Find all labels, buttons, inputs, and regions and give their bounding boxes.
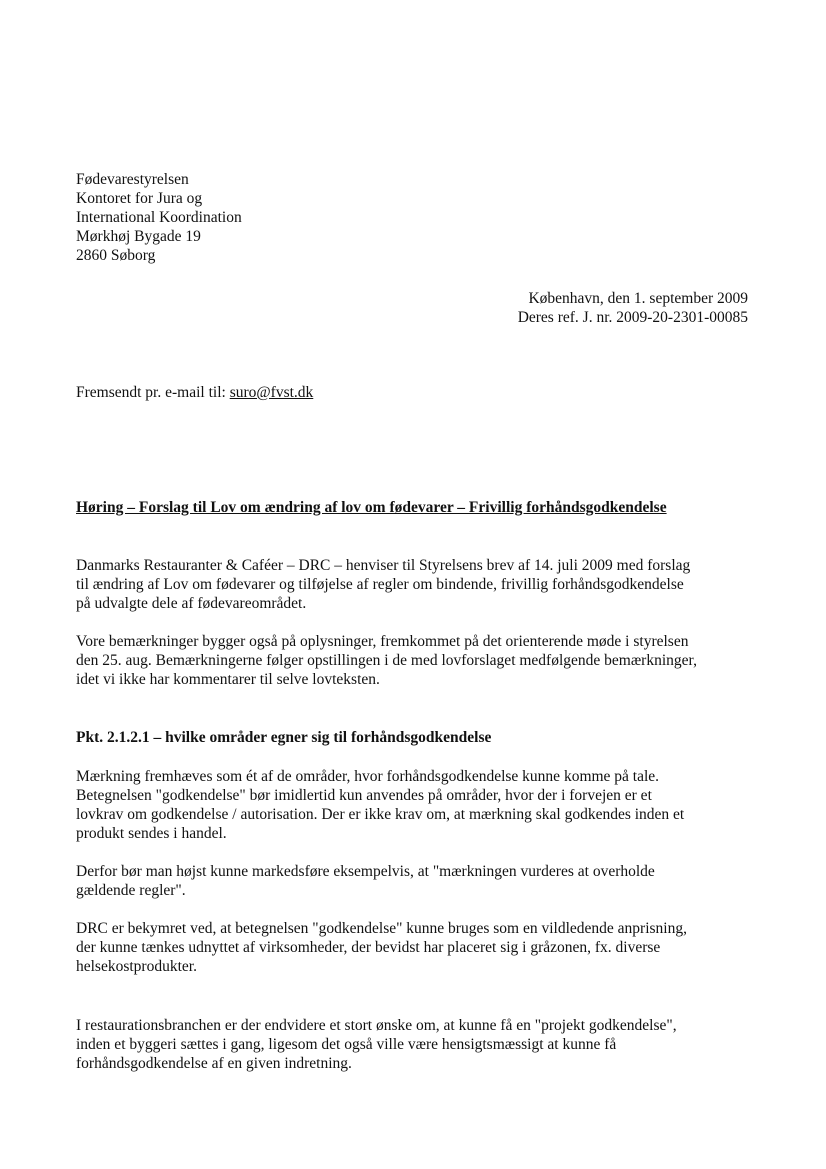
recipient-line: Mørkhøj Bygade 19 xyxy=(76,228,201,245)
date-reference-block xyxy=(518,289,748,327)
paragraph-line: Vore bemærkninger bygger også på oplysninger, fremkommet på det orienterende møde i styrelsen xyxy=(76,633,689,650)
paragraph-line: inden et byggeri sættes i gang, ligesom det også ville være hensigtsmæssigt at kunne få xyxy=(76,1036,617,1053)
recipient-line: International Koordination xyxy=(76,209,242,226)
paragraph-line: der kunne tænkes udnyttet af virksomheder, der bevidst har placeret sig i gråzonen, fx. diverse xyxy=(76,939,661,956)
recipient-line: 2860 Søborg xyxy=(76,247,156,264)
paragraph-line: produkt sendes i handel. xyxy=(76,825,227,842)
paragraph-line: DRC er bekymret ved, at betegnelsen "godkendelse" kunne bruges som en vildledende anprisning, xyxy=(76,920,687,937)
paragraph-line: idet vi ikke har kommentarer til selve lovteksten. xyxy=(76,671,380,688)
sent-via-label: Fremsendt pr. e-mail til: xyxy=(76,384,230,401)
paragraph-line: til ændring af Lov om fødevarer og tilføjelse af regler om bindende, frivillig forhåndsgodkendelse xyxy=(76,576,684,593)
paragraph-line: lovkrav om godkendelse / autorisation. Der er ikke krav om, at mærkning skal godkendes inden et xyxy=(76,806,685,823)
recipient-line: Kontoret for Jura og xyxy=(76,190,203,207)
paragraph-concern xyxy=(76,919,756,976)
paragraph-line: Derfor bør man højst kunne markedsføre eksempelvis, at "mærkningen vurderes at overholde xyxy=(76,863,655,880)
paragraph-line: Mærkning fremhæves som ét af de områder, hvor forhåndsgodkendelse kunne komme på tale. xyxy=(76,768,660,785)
sent-via-line xyxy=(76,383,756,402)
paragraph-remarks xyxy=(76,632,756,689)
recipient-address xyxy=(76,170,756,265)
paragraph-restaurant-industry xyxy=(76,1016,756,1073)
paragraph-labeling xyxy=(76,767,756,843)
section-heading: Pkt. 2.1.2.1 – hvilke områder egner sig til forhåndsgodkendelse xyxy=(76,729,492,746)
paragraph-line: på udvalgte dele af fødevareområdet. xyxy=(76,595,307,612)
reference-number: Deres ref. J. nr. 2009-20-2301-00085 xyxy=(517,309,748,326)
email-link[interactable]: suro@fvst.dk xyxy=(229,384,314,401)
paragraph-line: gældende regler". xyxy=(76,882,186,899)
paragraph-marketing xyxy=(76,862,756,900)
paragraph-line: den 25. aug. Bemærkningerne følger opstillingen i de med lovforslaget medfølgende bemærkninger, xyxy=(76,652,697,669)
subject-heading: Høring – Forslag til Lov om ændring af lov om fødevarer – Frivillig forhåndsgodkendelse xyxy=(76,499,667,516)
letter-date: København, den 1. september 2009 xyxy=(528,290,748,307)
paragraph-line: forhåndsgodkendelse af en given indretning. xyxy=(76,1055,352,1072)
paragraph-line: Betegnelsen "godkendelse" bør imidlertid kun anvendes på områder, hvor der i forvejen er et xyxy=(76,787,652,804)
paragraph-line: Danmarks Restauranter & Caféer – DRC – henviser til Styrelsens brev af 14. juli 2009 med forslag xyxy=(76,557,691,574)
paragraph-intro xyxy=(76,556,756,613)
paragraph-line: I restaurationsbranchen er der endvidere et stort ønske om, at kunne få en "projekt godkendelse", xyxy=(76,1017,677,1034)
recipient-line: Fødevarestyrelsen xyxy=(76,171,189,188)
paragraph-line: helsekostprodukter. xyxy=(76,958,197,975)
